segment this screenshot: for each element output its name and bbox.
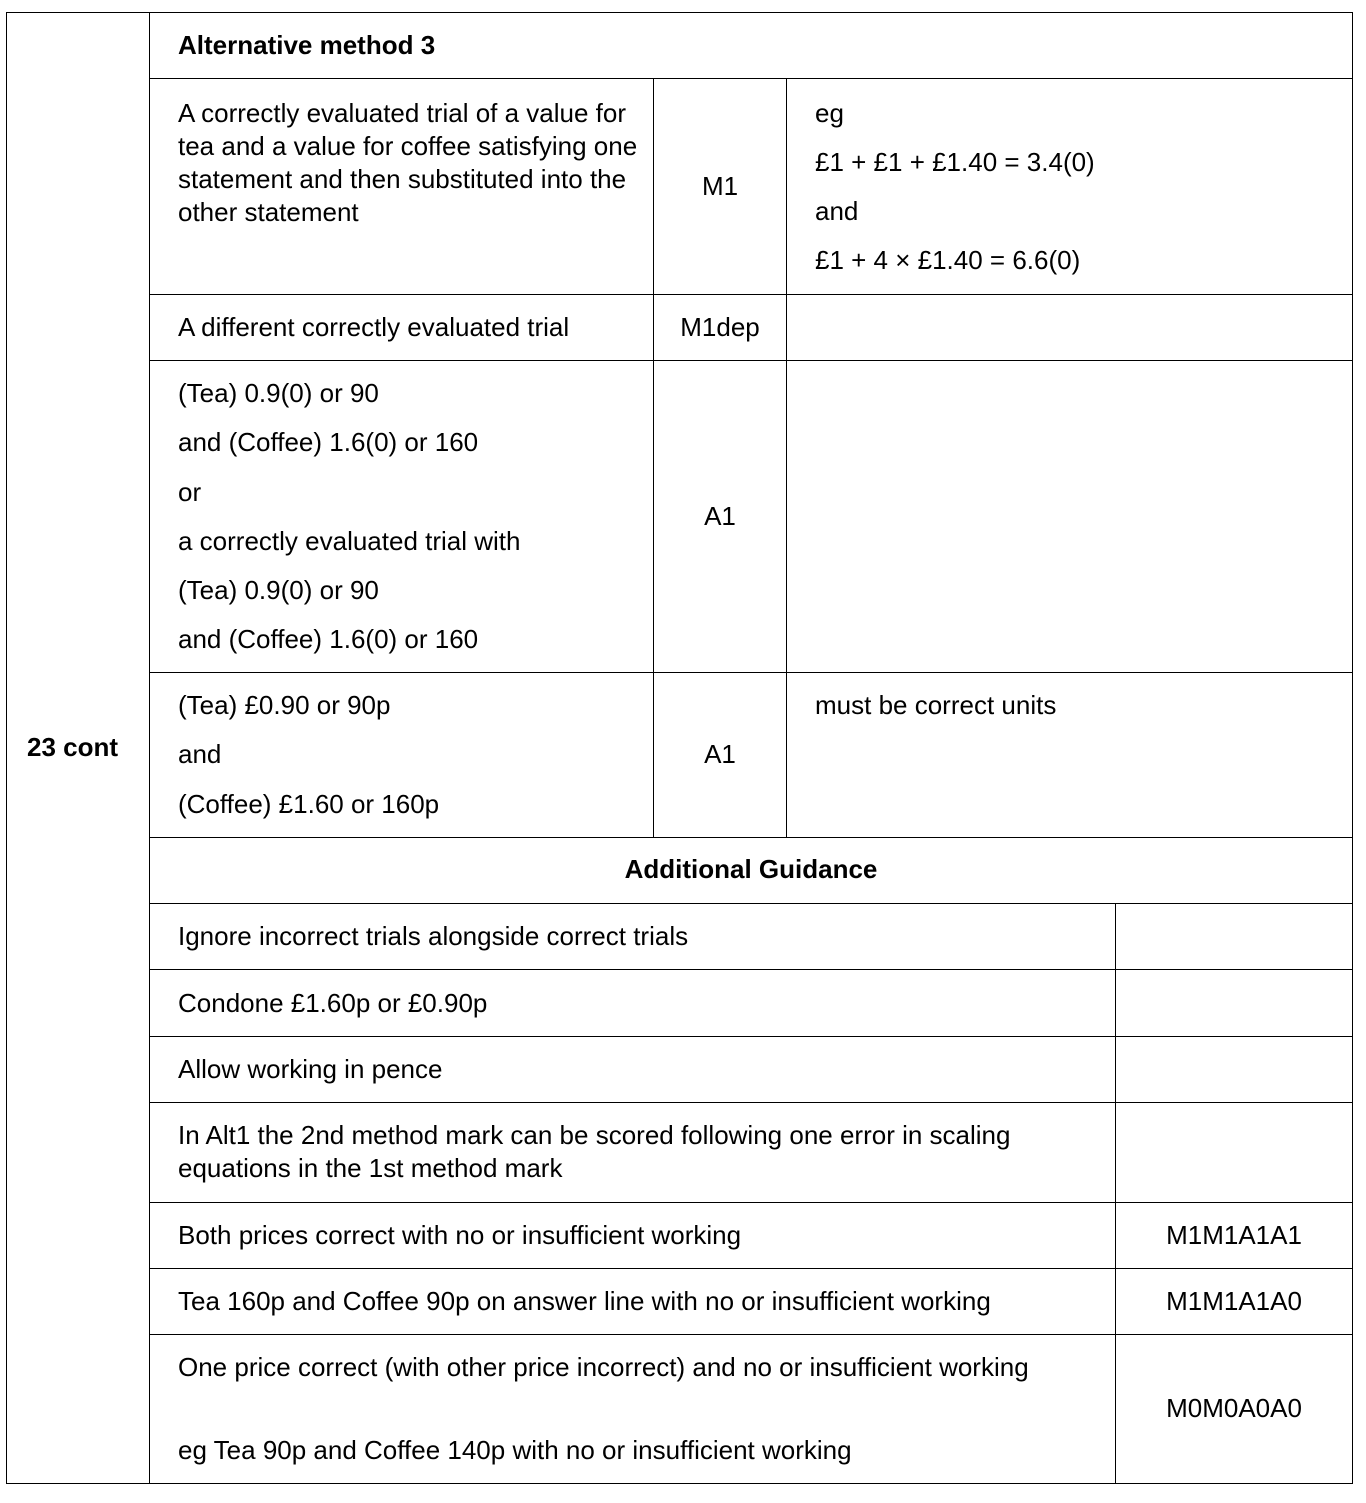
row-divider xyxy=(149,1202,1353,1203)
row1-comment-eq1: £1 + £1 + £1.40 = 3.4(0) xyxy=(815,147,1095,177)
guidance-mark: M1M1A1A0 xyxy=(1166,1286,1302,1316)
guidance-item: Both prices correct with no or insufficient working xyxy=(178,1220,742,1250)
row3-mark: A1 xyxy=(704,501,736,531)
row3-line: or xyxy=(178,477,202,507)
row-divider xyxy=(149,672,1353,673)
mark-column-right-divider xyxy=(786,78,787,837)
row-divider xyxy=(149,294,1353,295)
guidance-item: One price correct (with other price incorrect) and no or insufficient working xyxy=(178,1352,1029,1382)
row4-comment: must be correct units xyxy=(815,690,1057,720)
row-divider xyxy=(149,360,1353,361)
row3-line: and (Coffee) 1.6(0) or 160 xyxy=(178,427,479,457)
row1-comment-and: and xyxy=(815,196,859,226)
guidance-item: Tea 160p and Coffee 90p on answer line with no or insufficient working xyxy=(178,1286,991,1316)
row-divider xyxy=(149,78,1353,79)
row3-line: (Tea) 0.9(0) or 90 xyxy=(178,378,379,408)
row1-description: A correctly evaluated trial of a value for tea and a value for coffee satisfying one statement and then substituted into the other statement xyxy=(178,98,638,227)
row-divider xyxy=(149,903,1353,904)
row4-line: (Tea) £0.90 or 90p xyxy=(178,690,391,720)
row2-mark: M1dep xyxy=(680,312,760,342)
table-bottom-border xyxy=(6,1483,1353,1484)
guidance-item: Ignore incorrect trials alongside correct trials xyxy=(178,921,689,951)
row-divider xyxy=(149,1102,1353,1103)
guidance-mark: M1M1A1A1 xyxy=(1166,1220,1302,1250)
guidance-item-example: eg Tea 90p and Coffee 140p with no or insufficient working xyxy=(178,1435,852,1465)
table-top-border xyxy=(6,12,1353,13)
row1-mark: M1 xyxy=(701,171,739,201)
row3-line: a correctly evaluated trial with xyxy=(178,526,521,556)
row3-line: and (Coffee) 1.6(0) or 160 xyxy=(178,624,479,654)
question-column-divider xyxy=(149,12,150,1484)
row1-comment-eq2: £1 + 4 × £1.40 = 6.6(0) xyxy=(815,245,1081,275)
row4-mark: A1 xyxy=(704,739,736,769)
method-title: Alternative method 3 xyxy=(178,30,436,60)
row-divider xyxy=(149,969,1353,970)
row-divider xyxy=(149,1036,1353,1037)
guidance-item: In Alt1 the 2nd method mark can be scored following one error in scaling equations in the 1st method mark xyxy=(178,1120,1011,1183)
table-left-border xyxy=(6,12,7,1484)
guidance-title: Additional Guidance xyxy=(624,854,878,884)
table-right-border xyxy=(1352,12,1353,1484)
row4-line: (Coffee) £1.60 or 160p xyxy=(178,789,440,819)
row1-comment-eg: eg xyxy=(815,98,844,128)
row-divider xyxy=(149,1268,1353,1269)
guidance-item: Allow working in pence xyxy=(178,1054,443,1084)
row2-description: A different correctly evaluated trial xyxy=(178,312,570,342)
row-divider xyxy=(149,837,1353,838)
guidance-item: Condone £1.60p or £0.90p xyxy=(178,988,488,1018)
question-label: 23 cont xyxy=(27,732,119,762)
guidance-mark: M0M0A0A0 xyxy=(1166,1393,1302,1423)
row-divider xyxy=(149,1334,1353,1335)
row3-line: (Tea) 0.9(0) or 90 xyxy=(178,575,379,605)
row4-line: and xyxy=(178,739,222,769)
